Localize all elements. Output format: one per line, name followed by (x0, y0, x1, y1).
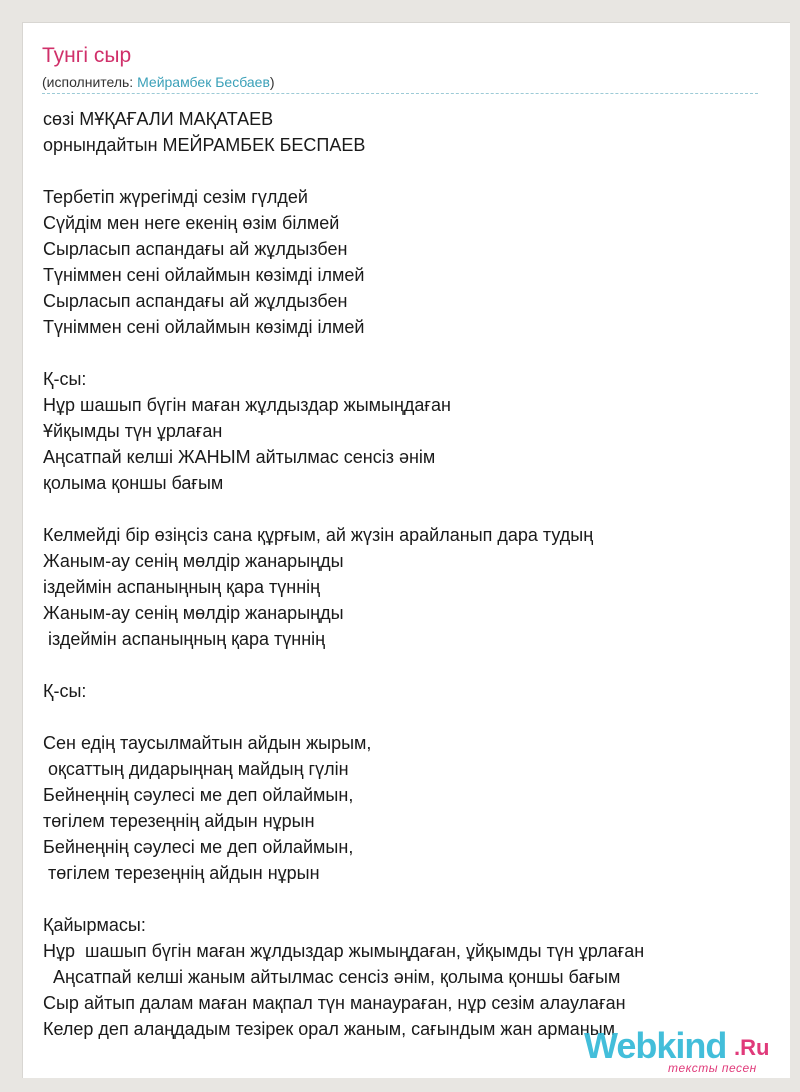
lyrics-line: Аңсатпай келші ЖАНЫМ айтылмас сенсіз әнім (43, 447, 436, 467)
lyrics-line: Келмейді бір өзіңсіз сана құрғым, ай жүзін арайланып дара тудың (43, 525, 594, 545)
lyrics-blank-line (43, 704, 783, 730)
lyrics-line: Сыр айтып далам маған мақпал түн манаураған, нұр сезім алаулаған (43, 993, 626, 1013)
lyrics-line: Ұйқымды түн ұрлаған (43, 421, 223, 441)
lyrics-line: іздеймін аспаныңның қара түннің (43, 629, 326, 649)
lyrics-blank-line (43, 886, 783, 912)
lyrics-line: төгілем терезеңнің айдын нұрын (43, 811, 315, 831)
lyrics-line: Сырласып аспандағы ай жұлдызбен (43, 291, 348, 311)
lyrics-line: Қ-сы: (43, 681, 87, 701)
lyrics-line: Тербетіп жүрегімді сезім гүлдей (43, 187, 308, 207)
lyrics-blank-line (43, 652, 783, 678)
lyrics-block (43, 106, 783, 1042)
lyrics-blank-line (43, 158, 783, 184)
lyrics-line: Нұр шашып бүгін маған жұлдыздар жымыңдаған, ұйқымды түн ұрлаған (43, 941, 645, 961)
lyrics-line: Аңсатпай келші жаным айтылмас сенсіз әнім, қолыма қоншы бағым (43, 967, 621, 987)
lyrics-line: Жаным-ау сенің мөлдір жанарыңды (43, 551, 344, 571)
lyrics-line: төгілем терезеңнің айдын нұрын (43, 863, 320, 883)
lyrics-line: Сүйдім мен неге екенің өзім білмей (43, 213, 340, 233)
header-divider (42, 93, 758, 94)
logo-main-text: Webkind (584, 1025, 727, 1066)
song-title: Тунгі сыр (42, 44, 132, 67)
logo-domain-text: .Ru (734, 1035, 770, 1060)
lyrics-blank-line (43, 496, 783, 522)
lyrics-line: Сырласып аспандағы ай жұлдызбен (43, 239, 348, 259)
logo-tagline: тексты песен (668, 1061, 757, 1075)
lyrics-line: Бейнеңнің сәулесі ме деп ойлаймын, (43, 837, 354, 857)
lyrics-line: сөзі МҰҚАҒАЛИ МАҚАТАЕВ (43, 109, 274, 129)
lyrics-line: Қайырмасы: (43, 915, 146, 935)
lyrics-line: қолыма қоншы бағым (43, 473, 224, 493)
lyrics-line: Бейнеңнің сәулесі ме деп ойлаймын, (43, 785, 354, 805)
artist-suffix: ) (269, 74, 275, 90)
artist-link[interactable]: Мейрамбек Бесбаев (137, 74, 270, 90)
artist-line (42, 74, 275, 90)
webkind-logo[interactable] (584, 1025, 784, 1075)
lyrics-line: Жаным-ау сенің мөлдір жанарыңды (43, 603, 344, 623)
artist-prefix: (исполнитель: (42, 74, 138, 90)
lyrics-line: оқсаттың дидарыңнаң майдың гүлін (43, 759, 349, 779)
lyrics-line: Түніммен сені ойлаймын көзімді ілмей (43, 265, 365, 285)
lyrics-line: Түніммен сені ойлаймын көзімді ілмей (43, 317, 365, 337)
lyrics-blank-line (43, 340, 783, 366)
lyrics-line: Нұр шашып бүгін маған жұлдыздар жымыңдаған (43, 395, 451, 415)
lyrics-line: Қ-сы: (43, 369, 87, 389)
lyrics-line: Сен едің таусылмайтын айдын жырым, (43, 733, 372, 753)
lyrics-line: іздеймін аспаныңның қара түннің (43, 577, 321, 597)
lyrics-line: орнындайтын МЕЙРАМБЕК БЕСПАЕВ (43, 135, 366, 155)
lyrics-line: Келер деп алаңдадым тезірек орал жаным, сағындым жан арманым (43, 1019, 616, 1039)
